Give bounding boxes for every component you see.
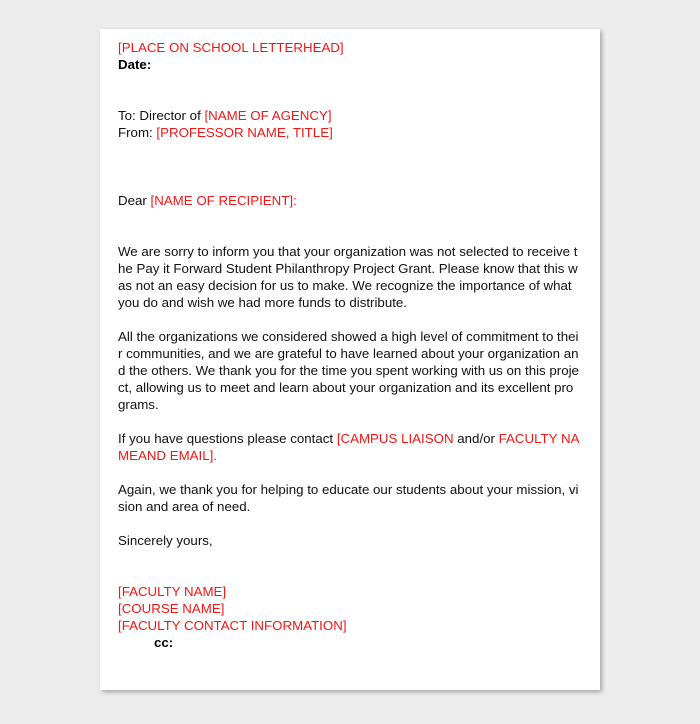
signature-contact-info: [FACULTY CONTACT INFORMATION] [118, 618, 347, 633]
spacer-after-salutation-2 [118, 226, 580, 243]
from-label: From: [118, 125, 157, 140]
contact-prefix-text: If you have questions please contact [118, 431, 337, 446]
recipient-name-placeholder: [NAME OF RECIPIENT]: [150, 193, 297, 208]
faculty-email-placeholder: FACULTY NAMEAND EMAIL]. [118, 431, 580, 463]
from-line [118, 124, 580, 141]
letterhead-placeholder: [PLACE ON SCHOOL LETTERHEAD] [118, 40, 344, 55]
spacer-after-salutation [118, 209, 580, 226]
signature-course-name: [COURSE NAME] [118, 601, 225, 616]
spacer-after-date [118, 73, 580, 90]
spacer-after-p3 [118, 464, 580, 481]
letter-content [118, 39, 580, 651]
closing-line: Sincerely yours, [118, 533, 213, 548]
signature-faculty-name: [FACULTY NAME] [118, 584, 227, 599]
spacer-after-closing [118, 549, 580, 566]
campus-liaison-placeholder: [CAMPUS LIAISON [336, 431, 454, 446]
agency-name-placeholder: [NAME OF AGENCY] [204, 108, 332, 123]
body-paragraph-1: We are sorry to inform you that your organization was not selected to receive the Pay it Forward Student Philanthropy Project Grant. Please know that this was not an easy decision for us to make. We recognize the importance of what you do and wish we had more funds to distribute. [118, 244, 578, 310]
body-paragraph-4: Again, we thank you for helping to educate our students about your mission, vision and area of need. [118, 482, 579, 514]
spacer-after-p2 [118, 413, 580, 430]
spacer-after-from-2 [118, 158, 580, 175]
body-paragraph-3 [118, 430, 580, 464]
letter-page [100, 29, 600, 690]
salutation-line [118, 192, 580, 209]
cc-label: cc: [154, 635, 174, 650]
body-paragraph-2: All the organizations we considered showed a high level of commitment to their communities, and we are grateful to have learned about your organization and the others. We thank you for the time you spent working with us on this project, allowing us to meet and learn about your organization and its excellent programs. [118, 329, 579, 412]
spacer-after-date-2 [118, 90, 580, 107]
spacer-after-closing-2 [118, 566, 580, 583]
spacer-after-p4 [118, 515, 580, 532]
professor-name-placeholder: [PROFESSOR NAME, TITLE] [156, 125, 333, 140]
spacer-after-from [118, 141, 580, 158]
to-label: To: Director of [118, 108, 205, 123]
to-line [118, 107, 580, 124]
date-label: Date: [118, 57, 152, 72]
contact-middle-text: and/or [453, 431, 499, 446]
spacer-after-p1 [118, 311, 580, 328]
spacer-after-from-3 [118, 175, 580, 192]
salutation-label: Dear [118, 193, 151, 208]
